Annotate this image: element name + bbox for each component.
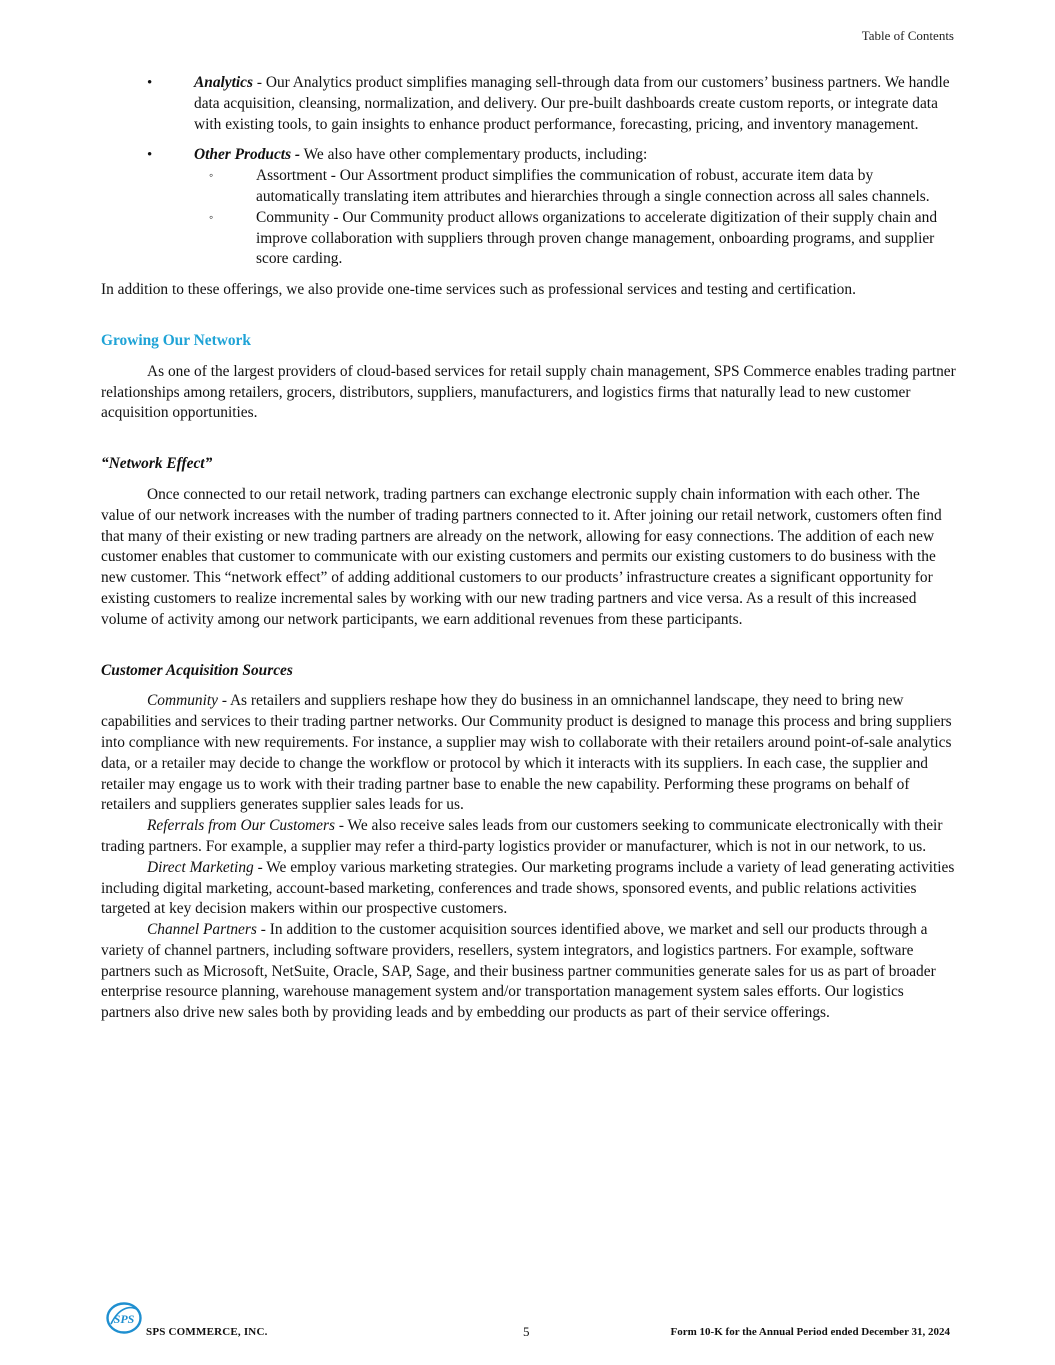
sub-item-text: Assortment - Our Assortment product simplifies the communication of robust, accurate item data by automatically translating item attributes and hierarchies through a single connection across all sales channels.	[256, 167, 930, 205]
page-number: 5	[523, 1324, 530, 1339]
bullet-item-analytics	[101, 73, 956, 135]
acquisition-text: - We employ various marketing strategies. Our marketing programs include a variety of lead generating activities including digital marketing, account-based marketing, conferences and trade shows, sponsored events, and public relations activities targeted at key decision makers within our prospective customers.	[101, 858, 955, 918]
bullet-text: Our Analytics product simplifies managing sell-through data from our customers’ business partners. We handle data acquisition, cleansing, normalization, and delivery. Our pre-built dashboards create custom reports, or integrate data with existing tools, to gain insights to enhance product performance, forecasting, pricing, and inventory management.	[194, 74, 950, 133]
acquisition-paragraph-channel-partners	[101, 920, 956, 1024]
sub-item-community	[194, 208, 956, 270]
bullet-icon: •	[147, 75, 153, 91]
acquisition-text: - We also receive sales leads from our customers seeking to communicate electronically with their trading partners. For example, a supplier may refer a third-party logistics provider or manufacturer, which is not in our network, to us.	[101, 817, 943, 855]
page-footer	[0, 1298, 1055, 1343]
table-of-contents-link[interactable]: Table of Contents	[861, 28, 954, 43]
circle-bullet-icon: ◦	[209, 209, 214, 224]
sub-item-assortment	[194, 166, 956, 208]
bullet-paragraph	[194, 73, 956, 135]
acquisition-term: Channel Partners	[147, 921, 257, 939]
bullet-text: We also have other complementary products, including:	[303, 146, 648, 164]
section-heading-growing-network: Growing Our Network	[101, 331, 251, 349]
circle-bullet-icon: ◦	[209, 168, 214, 183]
sub-item-text: Community - Our Community product allows organizations to accelerate digitization of their supply chain and improve collaboration with suppliers through proven change management, onboarding programs, and supplier score carding.	[256, 208, 938, 268]
acquisition-paragraph-direct-marketing	[101, 858, 956, 920]
bullet-item-other-products	[101, 145, 956, 270]
bullet-icon: •	[147, 147, 153, 164]
acquisition-term: Direct Marketing	[147, 858, 254, 876]
bullet-separator: -	[253, 74, 266, 91]
network-effect-paragraph: Once connected to our retail network, trading partners can exchange electronic supply chain information with each other. The value of our network increases with the number of trading partners connected to it. After joining our retail network, customers often find that many of their existing or new trading partners are already on the network, allowing for easy connections. The addition of each new customer enables that customer to communicate with our existing customers and permits our existing customers to do business with the new customer. This “network effect” of adding additional customers to our products’ infrastructure creates a significant opportunity for existing customers to realize incremental sales by working with our new trading partners and vice versa. As a result of this increased volume of activity among our network participants, we earn additional revenues from these participants.	[101, 485, 942, 628]
form-label: Form 10-K for the Annual Period ended December 31, 2024	[670, 1326, 950, 1338]
growing-network-paragraph: As one of the largest providers of cloud-based services for retail supply chain management, SPS Commerce enables trading partner relationships among retailers, grocers, distributors, suppliers, manufacturers, and logistics firms that naturally lead to new customer acquisition opportunities.	[101, 362, 956, 422]
sps-logo-icon	[105, 1301, 143, 1335]
acquisition-term: Community	[147, 692, 218, 710]
bullet-term: Analytics	[194, 74, 253, 91]
page-content	[101, 73, 956, 1024]
company-name: SPS COMMERCE, INC.	[146, 1326, 268, 1338]
acquisition-text: - As retailers and suppliers reshape how they do business in an omnichannel landscape, they need to bring new capabilities and services to their trading partner networks. Our Community product is designed to manage this process and bring suppliers into compliance with new requirements. For instance, a supplier may wish to collaborate with their retailers around point-of-sale analytics data, or a retailer may decide to change the workflow or protocol by which it interacts with its suppliers. In each case, the supplier and retailer may engage us to work with their trading partner base to enable the new capability. Performing these programs on behalf of retailers and suppliers generates supplier sales leads for us.	[101, 692, 952, 814]
bullet-term: Other Products -	[194, 146, 301, 164]
sub-heading-network-effect: “Network Effect”	[101, 455, 213, 473]
offerings-paragraph: In addition to these offerings, we also provide one-time services such as professional services and testing and certification.	[101, 281, 856, 299]
sub-list	[194, 166, 956, 270]
bullet-paragraph	[194, 145, 956, 166]
acquisition-term: Referrals from Our Customers	[147, 817, 335, 835]
acquisition-paragraph-community	[101, 691, 956, 816]
sub-heading-customer-acquisition: Customer Acquisition Sources	[101, 661, 293, 679]
acquisition-text: - In addition to the customer acquisition sources identified above, we market and sell our products through a variety of channel partners, including software providers, resellers, system integrators, and logistics partners. For example, software partners such as Microsoft, NetSuite, Oracle, SAP, Sage, and their business partner communities generate sales for us as part of broader enterprise resource planning, warehouse management system and/or transportation management system sales efforts. Our logistics partners also drive new sales both by providing leads and by embedding our products as part of their service offerings.	[101, 921, 936, 1022]
acquisition-paragraph-referrals	[101, 816, 956, 858]
logo-text: SPS	[113, 1312, 135, 1326]
